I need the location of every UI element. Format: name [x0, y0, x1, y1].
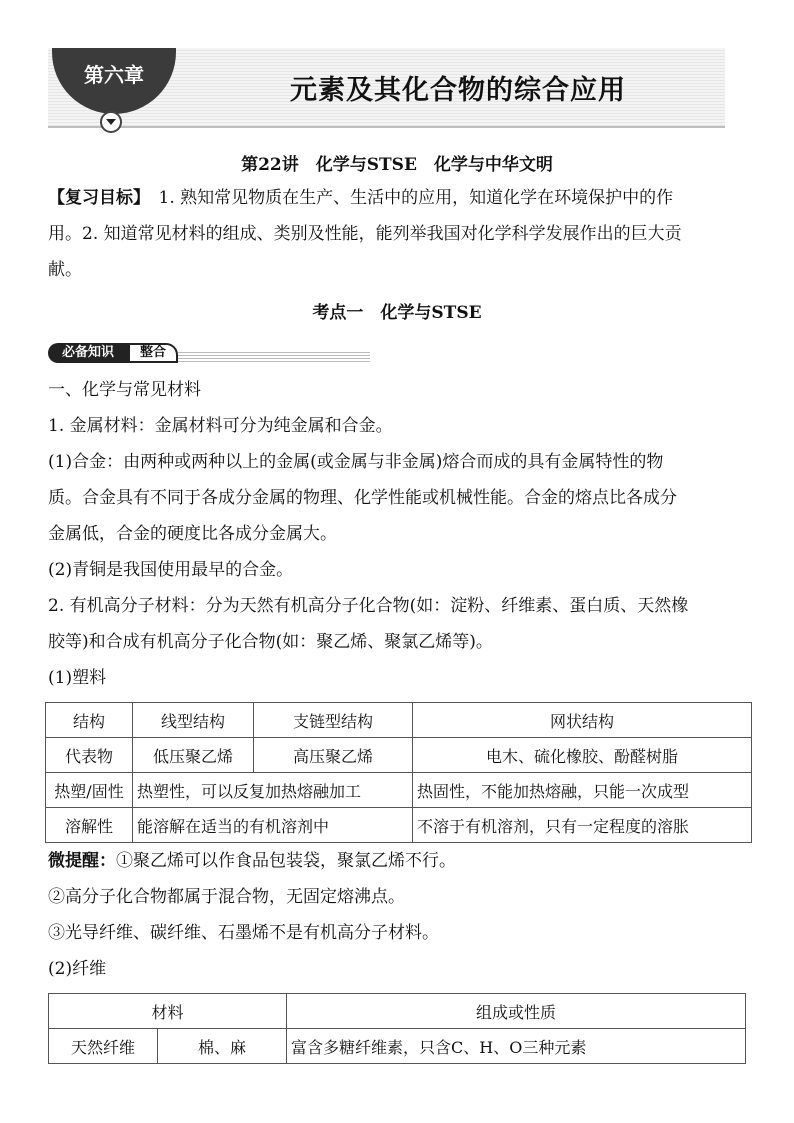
- table-row: [46, 703, 752, 738]
- table-row: [49, 994, 746, 1029]
- table-cell: 棉、麻: [158, 1029, 287, 1064]
- alloy-line2: 质。合金具有不同于各成分金属的物理、化学性能或机械性能。合金的熔点比各成分: [48, 488, 677, 508]
- bronze-line: (2)青铜是我国使用最早的合金。: [48, 560, 294, 580]
- alloy-line1: (1)合金：由两种或两种以上的金属(或金属与非金属)熔合而成的具有金属特性的物: [48, 452, 664, 472]
- review-goals: [48, 180, 748, 288]
- fiber-label: (2)纤维: [48, 959, 107, 979]
- metal-label: 1. 金属材料: [48, 416, 138, 436]
- table-cell: 低压聚乙烯: [133, 738, 254, 773]
- lecture-title: 第22讲 化学与STSE 化学与中华文明: [241, 155, 553, 175]
- section-title: 考点一 化学与STSE: [312, 303, 482, 323]
- table-cell: 代表物: [46, 738, 133, 773]
- chevron-down-icon[interactable]: [100, 111, 122, 133]
- table-cell: 材料: [49, 994, 287, 1029]
- table-row: [46, 808, 752, 843]
- badge-rule: [178, 350, 370, 362]
- table-cell: 电木、硫化橡胶、酚醛树脂: [413, 738, 752, 773]
- table-row: [46, 773, 752, 808]
- tip-2: ②高分子化合物都属于混合物，无固定熔沸点。: [48, 887, 405, 907]
- fiber-table: [48, 993, 746, 1064]
- table-cell: 富含多糖纤维素，只含C、H、O三种元素: [287, 1029, 746, 1064]
- table-cell: 网状结构: [413, 703, 752, 738]
- alloy-line3: 金属低，合金的硬度比各成分金属大。: [48, 524, 337, 544]
- review-line3: 献。: [48, 260, 82, 280]
- polymer-label: 2. 有机高分子材料: [48, 596, 189, 616]
- badge-dark-label: 必备知识: [48, 343, 128, 363]
- table-cell: 能溶解在适当的有机溶剂中: [133, 808, 413, 843]
- review-line2: 用。2. 知道常见材料的组成、类别及性能，能列举我国对化学科学发展作出的巨大贡: [48, 224, 682, 244]
- table-cell: 结构: [46, 703, 133, 738]
- table-cell: 支链型结构: [254, 703, 413, 738]
- tip-1: ①聚乙烯可以作食品包装袋，聚氯乙烯不行。: [116, 851, 456, 871]
- polymer-line1: ：分为天然有机高分子化合物(如：淀粉、纤维素、蛋白质、天然橡: [188, 596, 689, 616]
- table-cell: 线型结构: [133, 703, 254, 738]
- chapter-label: 第六章: [52, 48, 176, 114]
- table-cell: 不溶于有机溶剂，只有一定程度的溶胀: [413, 808, 752, 843]
- plastics-table: [45, 702, 752, 843]
- table-cell: 天然纤维: [49, 1029, 158, 1064]
- tip-3: ③光导纤维、碳纤维、石墨烯不是有机高分子材料。: [48, 923, 439, 943]
- tips-section: [48, 843, 748, 987]
- chapter-title: 元素及其化合物的综合应用: [290, 75, 626, 106]
- metal-text: ：金属材料可分为纯金属和合金。: [137, 416, 393, 436]
- table-cell: 热塑性，可以反复加热熔融加工: [133, 773, 413, 808]
- table-row: [49, 1029, 746, 1064]
- heading-materials: 一、化学与常见材料: [48, 380, 201, 400]
- tips-label: 微提醒：: [48, 851, 116, 871]
- plastics-label: (1)塑料: [48, 668, 107, 688]
- table-cell: 组成或性质: [287, 994, 746, 1029]
- table-cell: 热塑/固性: [46, 773, 133, 808]
- metal-section: [48, 408, 748, 696]
- table-cell: 高压聚乙烯: [254, 738, 413, 773]
- table-row: [46, 738, 752, 773]
- table-cell: 溶解性: [46, 808, 133, 843]
- table-cell: 热固性，不能加热熔融，只能一次成型: [413, 773, 752, 808]
- review-line1: 1. 熟知常见物质在生产、生活中的应用，知道化学在环境保护中的作: [141, 188, 674, 208]
- review-label: 【复习目标】: [48, 188, 142, 208]
- polymer-line2: 胶等)和合成有机高分子化合物(如：聚乙烯、聚氯乙烯等)。: [48, 632, 493, 652]
- badge-light-label: 整合: [128, 343, 178, 363]
